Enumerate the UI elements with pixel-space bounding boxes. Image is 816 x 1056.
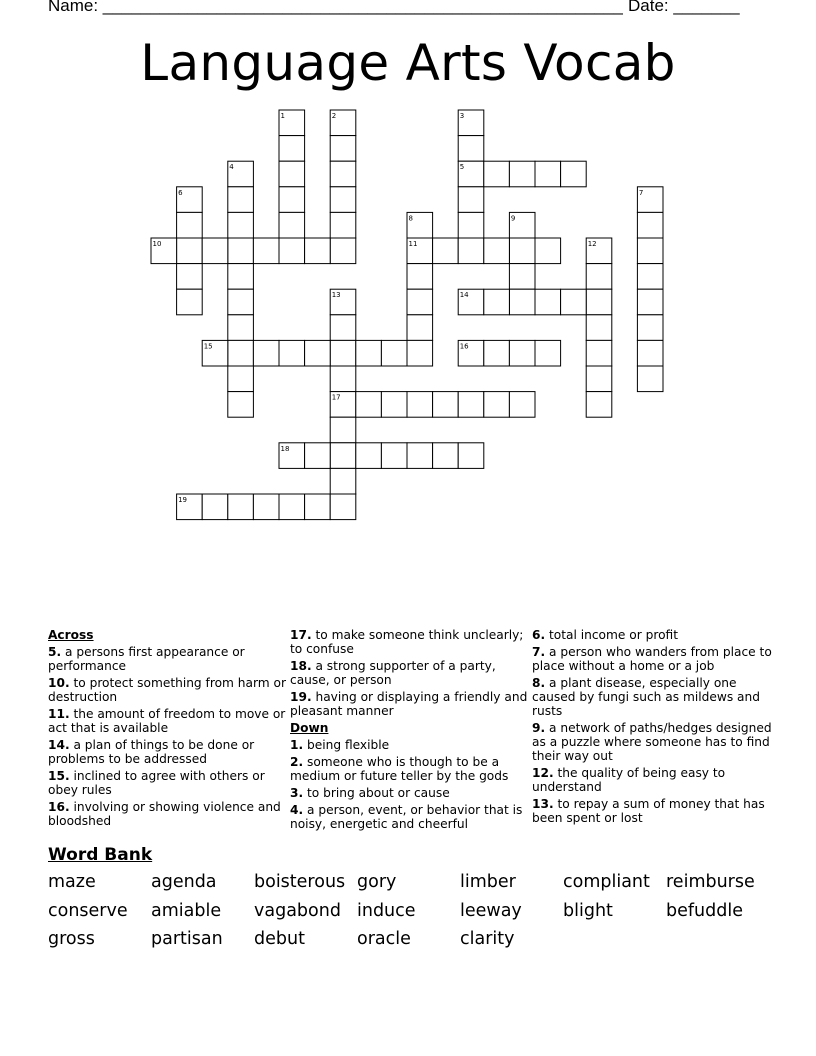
grid-cell[interactable] — [637, 315, 663, 341]
grid-cell[interactable] — [484, 340, 510, 366]
grid-cell[interactable] — [330, 187, 356, 213]
clue-down-12: 12. the quality of being easy to understand — [532, 766, 726, 794]
grid-cell[interactable] — [561, 289, 587, 315]
grid-cell[interactable] — [637, 212, 663, 238]
name-field[interactable]: Name: _______________________________________________________ — [48, 0, 623, 15]
word-bank-item: induce — [357, 900, 416, 921]
grid-cell[interactable] — [279, 187, 305, 213]
grid-cell[interactable] — [330, 315, 356, 341]
grid-cell[interactable] — [253, 494, 279, 520]
grid-cell[interactable] — [535, 238, 561, 264]
word-bank-item: vagabond — [254, 900, 341, 921]
clue-across-16: 16. involving or showing violence and bloodshed — [48, 800, 281, 828]
page-title: Language Arts Vocab — [140, 34, 676, 92]
clue-number-11: 11 — [408, 240, 418, 248]
down-heading: Down — [290, 721, 329, 735]
clue-number-4: 4 — [229, 163, 234, 172]
grid-cell[interactable] — [202, 494, 228, 520]
clue-number-12: 12 — [587, 240, 597, 248]
across-heading: Across — [48, 628, 94, 642]
grid-cell[interactable] — [177, 264, 203, 290]
clue-down-2: 2. someone who is though to be a medium or future teller by the gods — [290, 755, 509, 783]
grid-cell[interactable] — [433, 392, 459, 418]
word-bank-item: reimburse — [666, 872, 755, 892]
grid-cell[interactable] — [330, 136, 356, 162]
word-bank-item: oracle — [357, 929, 411, 950]
grid-cell[interactable] — [177, 289, 203, 315]
grid-cell[interactable] — [458, 392, 484, 418]
date-field[interactable]: Date: _______ — [628, 0, 740, 15]
grid-cell[interactable] — [253, 238, 279, 264]
grid-cell[interactable] — [637, 264, 663, 290]
clue-number-1: 1 — [280, 112, 285, 120]
word-bank-item: amiable — [151, 900, 222, 921]
grid-cell[interactable] — [228, 392, 254, 418]
grid-cell[interactable] — [407, 443, 433, 469]
grid-cell[interactable] — [330, 468, 356, 494]
grid-cell[interactable] — [509, 392, 535, 418]
grid-cell[interactable] — [330, 417, 356, 443]
grid-cell[interactable] — [330, 340, 356, 366]
grid-cell[interactable] — [637, 238, 663, 264]
grid-cell[interactable] — [535, 289, 561, 315]
grid-cell[interactable] — [484, 161, 510, 187]
word-bank-item: clarity — [460, 929, 515, 950]
clue-across-17: 17. to make someone think unclearly; to confuse — [290, 628, 524, 656]
grid-cell[interactable] — [381, 340, 407, 366]
clue-across-18: 18. a strong supporter of a party, cause, or person — [290, 659, 496, 687]
grid-cell[interactable] — [535, 161, 561, 187]
clue-number-14: 14 — [459, 291, 469, 300]
grid-cell[interactable] — [458, 238, 484, 264]
grid-cell[interactable] — [305, 340, 331, 366]
grid-cell[interactable] — [586, 340, 612, 366]
grid-cell[interactable] — [484, 289, 510, 315]
grid-cell[interactable] — [305, 443, 331, 469]
clue-number-19: 19 — [178, 496, 188, 504]
word-bank-item: limber — [460, 872, 516, 892]
clue-number-3: 3 — [459, 112, 465, 120]
grid-cell[interactable] — [509, 238, 535, 264]
clue-number-9: 9 — [510, 214, 516, 223]
grid-cell[interactable] — [458, 136, 484, 162]
grid-cell[interactable] — [305, 238, 331, 264]
clue-number-8: 8 — [408, 214, 413, 223]
grid-cell[interactable] — [279, 340, 305, 366]
clue-down-6: 6. total income or profit — [532, 628, 678, 642]
grid-cell[interactable] — [407, 315, 433, 341]
clue-number-17: 17 — [331, 393, 341, 402]
clues-column-2 — [290, 628, 530, 834]
grid-cell[interactable] — [228, 494, 254, 520]
grid-cell[interactable] — [433, 443, 459, 469]
grid-cell[interactable] — [407, 289, 433, 315]
grid-cell[interactable] — [228, 315, 254, 341]
grid-cell[interactable] — [356, 392, 382, 418]
clue-number-5: 5 — [459, 163, 465, 172]
word-bank-item: leeway — [460, 900, 522, 921]
grid-cell[interactable] — [279, 161, 305, 187]
grid-cell[interactable] — [330, 494, 356, 520]
word-bank-item: boisterous — [254, 872, 346, 892]
grid-cell[interactable] — [484, 238, 510, 264]
grid-cell[interactable] — [509, 340, 535, 366]
clue-down-8: 8. a plant disease, especially one caused by fungi such as mildews and rusts — [532, 676, 760, 718]
grid-cell[interactable] — [356, 443, 382, 469]
grid-cell[interactable] — [228, 187, 254, 213]
grid-cell[interactable] — [458, 212, 484, 238]
grid-cell[interactable] — [279, 494, 305, 520]
grid-cell[interactable] — [330, 443, 356, 469]
grid-cell[interactable] — [381, 443, 407, 469]
grid-cell[interactable] — [177, 238, 203, 264]
grid-cell[interactable] — [586, 392, 612, 418]
word-bank-item: gory — [357, 872, 397, 892]
clue-number-13: 13 — [331, 291, 341, 300]
word-bank-item: gross — [48, 929, 95, 950]
grid-cell[interactable] — [586, 289, 612, 315]
grid-cell[interactable] — [586, 366, 612, 392]
clues-column-1 — [48, 628, 288, 831]
grid-cell[interactable] — [433, 238, 459, 264]
grid-cell[interactable] — [509, 289, 535, 315]
word-bank-item: befuddle — [666, 900, 743, 921]
grid-cell[interactable] — [228, 238, 254, 264]
grid-cell[interactable] — [407, 264, 433, 290]
clue-number-18: 18 — [280, 444, 290, 453]
clue-down-1: 1. being flexible — [290, 738, 390, 752]
clue-number-16: 16 — [459, 342, 469, 351]
clue-across-10: 10. to protect something from harm or destruction — [48, 676, 286, 704]
clue-number-15: 15 — [203, 342, 213, 351]
clue-number-2: 2 — [331, 112, 337, 120]
word-bank-item: debut — [254, 929, 305, 950]
clue-down-13: 13. to repay a sum of money that has been spent or lost — [532, 797, 765, 825]
grid-cell[interactable] — [586, 264, 612, 290]
word-bank-item: blight — [563, 900, 613, 921]
grid-cell[interactable] — [356, 340, 382, 366]
grid-cell[interactable] — [228, 289, 254, 315]
clue-across-5: 5. a persons first appearance or performance — [48, 645, 245, 673]
grid-cell[interactable] — [228, 212, 254, 238]
word-bank-item: compliant — [563, 872, 650, 892]
grid-cell[interactable] — [330, 366, 356, 392]
clue-down-7: 7. a person who wanders from place to place without a home or a job — [532, 645, 772, 673]
grid-cell[interactable] — [407, 340, 433, 366]
grid-cell[interactable] — [202, 238, 228, 264]
grid-cell[interactable] — [228, 264, 254, 290]
grid-cell[interactable] — [228, 340, 254, 366]
grid-cell[interactable] — [279, 136, 305, 162]
grid-cell[interactable] — [637, 366, 663, 392]
grid-cell[interactable] — [279, 212, 305, 238]
clue-across-19: 19. having or displaying a friendly and pleasant manner — [290, 690, 528, 718]
word-bank-item: partisan — [151, 929, 223, 950]
clue-down-3: 3. to bring about or cause — [290, 786, 450, 800]
clues-column-3 — [532, 628, 772, 828]
grid-cell[interactable] — [458, 443, 484, 469]
grid-cell[interactable] — [381, 392, 407, 418]
grid-cell[interactable] — [509, 264, 535, 290]
clue-down-4: 4. a person, event, or behavior that is noisy, energetic and cheerful — [290, 803, 523, 831]
grid-cell[interactable] — [458, 187, 484, 213]
clue-down-9: 9. a network of paths/hedges designed as a puzzle where someone has to find their way out — [532, 721, 772, 763]
grid-cell[interactable] — [535, 340, 561, 366]
grid-cell[interactable] — [637, 289, 663, 315]
grid-cell[interactable] — [484, 392, 510, 418]
clue-across-15: 15. inclined to agree with others or obey rules — [48, 769, 265, 797]
grid-cell[interactable] — [330, 161, 356, 187]
grid-cell[interactable] — [228, 366, 254, 392]
clue-number-6: 6 — [178, 188, 183, 197]
grid-cell[interactable] — [253, 340, 279, 366]
grid-cell[interactable] — [330, 212, 356, 238]
word-bank-item: maze — [48, 872, 96, 892]
grid-cell[interactable] — [637, 340, 663, 366]
grid-cell[interactable] — [279, 238, 305, 264]
clue-number-10: 10 — [152, 240, 162, 248]
clue-across-11: 11. the amount of freedom to move or act that is available — [48, 707, 286, 735]
grid-cell[interactable] — [305, 494, 331, 520]
grid-cell[interactable] — [407, 392, 433, 418]
grid-cell[interactable] — [509, 161, 535, 187]
grid-cell[interactable] — [330, 238, 356, 264]
word-bank-item: conserve — [48, 900, 128, 921]
grid-cell[interactable] — [561, 161, 587, 187]
grid-cell[interactable] — [177, 212, 203, 238]
word-bank-title: Word Bank — [48, 845, 153, 865]
grid-cell[interactable] — [586, 315, 612, 341]
clue-number-7: 7 — [638, 188, 644, 197]
word-bank-item: agenda — [151, 872, 217, 892]
clue-across-14: 14. a plan of things to be done or problems to be addressed — [48, 738, 255, 766]
